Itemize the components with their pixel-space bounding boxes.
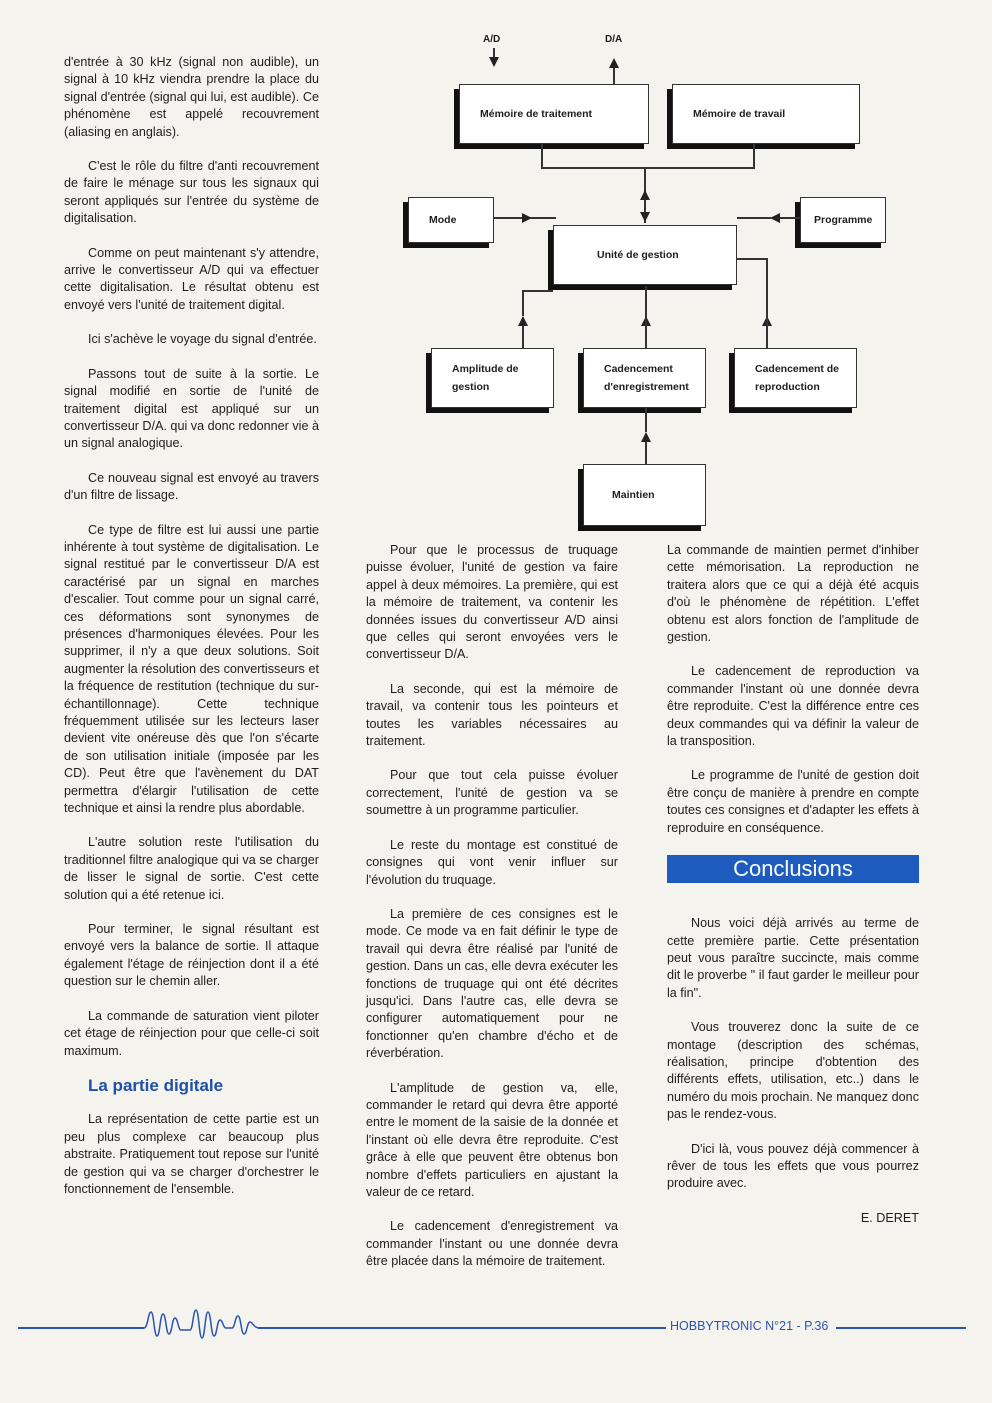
arrow-down-icon [640, 212, 650, 222]
arrow-down-icon [489, 57, 499, 67]
paragraph: Le programme de l'unité de gestion doit être conçu de manière à prendre en compte toutes ces consignes et d'adapter les effets à reproduire en conséquence. [667, 768, 919, 835]
article-column-middle [366, 542, 618, 1288]
programme-box: Programme [800, 197, 886, 243]
paragraph: Pour que le processus de truquage puisse évoluer, l'unité de gestion va faire appel à deux mémoires. La première, qui est la mémoire de traitement, va contenir les données issues du convertisseur A/D ainsi que celles qui seront envoyées vers le convertisseur D/A. [366, 543, 618, 662]
arrow-left-icon [770, 213, 780, 223]
mode-box: Mode [408, 197, 494, 243]
footer-rule [258, 1327, 666, 1329]
paragraph: C'est le rôle du filtre d'anti recouvrement de faire le ménage sur tous les signaux qui seront appliqués sur l'entrée du système de digitalisation. [64, 159, 319, 226]
section-heading: La partie digitale [88, 1075, 224, 1095]
paragraph: La commande de saturation vient piloter cet étage de réinjection pour que celle-ci soit maximum. [64, 1008, 319, 1058]
arrow-up-icon [518, 316, 528, 326]
arrow-up-icon [609, 58, 619, 68]
paragraph: Ce type de filtre est lui aussi une partie inhérente à tout système de digitalisation. Le signal restitué par le convertisseur D/A est caractérisé par un signal en marches d'escalier. Tout comme pour un signal carré, ces déformations sont synonymes de présences d'harmoniques élevées. Pour les supprimer, il n'y a que deux solutions. Soit augmenter la résolution des convertisseurs et la fréquence de restitution (technique du sur-échantillonnage). Cette technique fréquemment utilisée sur les lecteurs laser devient vite onéreuse dès que l'on s'écarte de son utilisation initiale (imposée par les CD). Peut être que l'avènement du DAT permettra d'élargir l'utilisation de cette technique et ainsi la rendre plus abordable. [64, 522, 319, 816]
paragraph: Pour que tout cela puisse évoluer correctement, l'unité de gestion va se soumettre à un programme particulier. [366, 768, 618, 818]
waveform-logo-icon [138, 1306, 260, 1342]
article-column-right [667, 542, 919, 1244]
memoire-traitement-box: Mémoire de traitement [459, 84, 649, 144]
paragraph: Vous trouverez donc la suite de ce montage (description des schémas, réalisation, principe d'obtention des différents effets, utilisation, etc..) dans le numéro du mois prochain. Ne manquez donc pas le rendez-vous. [667, 1020, 919, 1122]
memoire-travail-box: Mémoire de travail [672, 84, 860, 144]
article-column-left [64, 54, 319, 1215]
footer-rule [836, 1327, 966, 1329]
paragraph: La commande de maintien permet d'inhiber cette mémorisation. La reproduction ne traitera alors que ce qui a déjà été acquis d'où le phénomène de répétition. L'effet obtenu est alors fonction de l'amplitude de gestion. [667, 543, 919, 645]
paragraph: L'autre solution reste l'utilisation du traditionnel filtre analogique qui va se charger de lisser le signal de sortie. C'est cette solution qui a été retenue ici. [64, 835, 319, 902]
conclusions-heading: Conclusions [667, 855, 919, 883]
unite-gestion-box: Unité de gestion [553, 225, 737, 285]
paragraph: d'entrée à 30 kHz (signal non audible), un signal à 10 kHz viendra prendre la place du signal d'entrée (signal qui lui, est audible). Ce phénomène est appelé recouvrement (aliasing en anglais). [64, 55, 319, 139]
paragraph: Nous voici déjà arrivés au terme de cette première partie. Cette présentation peut vous paraître succincte, mais comme dit le proverbe " il faut garder le meilleur pour la fin". [667, 916, 919, 1000]
paragraph: Pour terminer, le signal résultant est envoyé vers la balance de sortie. Il attaque également l'étage de réinjection dont il a été question sur le chemin aller. [64, 922, 319, 989]
cadencement-enregistrement-box: Cadencement d'enregistrement [583, 348, 706, 408]
paragraph: Ce nouveau signal est envoyé au travers d'un filtre de lissage. [64, 470, 319, 503]
paragraph: Ici s'achève le voyage du signal d'entrée. [88, 332, 317, 347]
ad-label: A/D [483, 34, 501, 45]
da-label: D/A [605, 34, 623, 45]
amplitude-gestion-box: Amplitude de gestion [431, 348, 554, 408]
arrow-up-icon [641, 432, 651, 442]
paragraph: Le reste du montage est constitué de consignes qui vont venir influer sur l'évolution du truquage. [366, 837, 618, 887]
paragraph: Le cadencement d'enregistrement va commander l'instant ou une donnée devra être placée dans la mémoire de traitement. [366, 1219, 618, 1269]
paragraph: La seconde, qui est la mémoire de travail, va contenir tous les pointeurs et toutes les variables nécessaires au traitement. [366, 681, 618, 749]
author-signature: E. DERET [860, 1210, 919, 1225]
footer-rule [18, 1327, 144, 1329]
footer-page-label: HOBBYTRONIC N°21 - P.36 [666, 1319, 832, 1333]
maintien-box: Maintien [583, 464, 706, 526]
cadencement-reproduction-box: Cadencement de reproduction [734, 348, 857, 408]
paragraph: Comme on peut maintenant s'y attendre, arrive le convertisseur A/D qui va effectuer cette digitalisation. Le résultat obtenu est envoyé vers l'unité de traitement digital. [64, 245, 319, 312]
paragraph: La représentation de cette partie est un peu plus complexe car beaucoup plus abstraite. Pratiquement tout repose sur l'unité de gestion qui va se charger d'orchestrer le fonctionnement de l'ensemble. [64, 1112, 319, 1196]
paragraph: Le cadencement de reproduction va commander l'instant où une donnée devra être reproduite. C'est la différence entre ces deux commandes qui va définir la valeur de la transposition. [667, 664, 919, 749]
paragraph: Passons tout de suite à la sortie. Le signal modifié en sortie de l'unité de traitement digital est appliqué sur un convertisseur D/A. qui va donc redonner vie à un signal analogique. [64, 366, 319, 451]
arrow-up-icon [640, 190, 650, 200]
paragraph: L'amplitude de gestion va, elle, commander le retard qui devra être apporté entre le moment de la saisie de la donnée et l'instant où elle devra être reproduite. C'est grâce à elle que peuvent être obtenus bon nombre d'effets particuliers en ajustant la valeur de ce retard. [366, 1080, 618, 1199]
paragraph: La première de ces consignes est le mode. Ce mode va en fait définir le type de travail qui devra être réalisé par l'unité de gestion. Dans un cas, elle devra exécuter les fonctions de truquage qui ont été décrites jusqu'ici. Dans l'autre cas, elle devra se configurer automatiquement pour ne fonctionner qu'en chambre d'écho et de réverbération. [366, 906, 618, 1061]
paragraph: D'ici là, vous pouvez déjà commencer à rêver de tous les effets que vous pourrez produire avec. [667, 1141, 919, 1191]
